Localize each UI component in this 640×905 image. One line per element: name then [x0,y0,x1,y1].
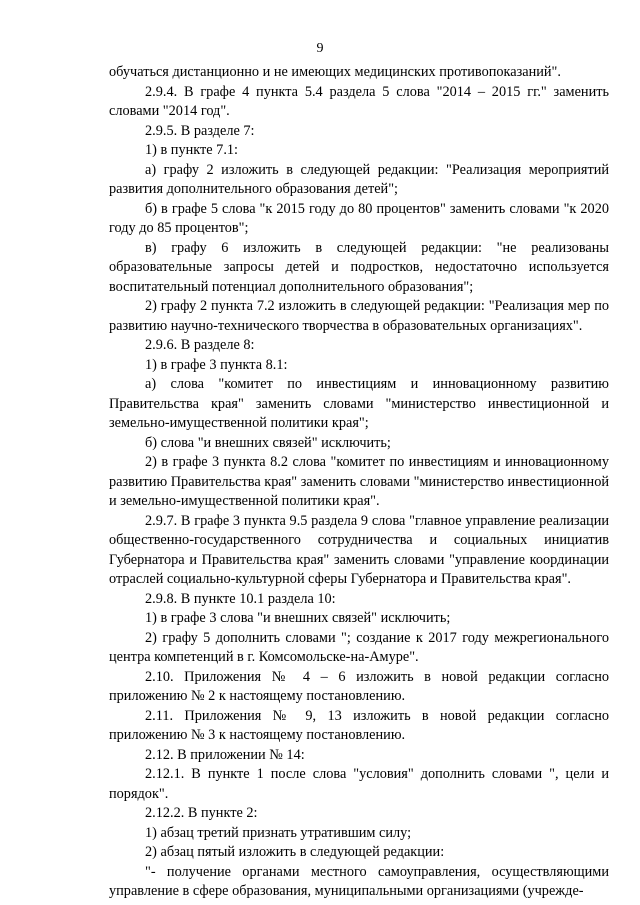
paragraph: 2.9.5. В разделе 7: [145,122,255,139]
paragraph: 1) в пункте 7.1: [145,142,239,158]
paragraph: 2.12.2. В пункте 2: [145,805,258,821]
paragraph: а) слова "комитет по инвестициям и инновационному развитию Правительства края" заменить словами "министерство инвестиционной и земельно-имущественной политики края"; [109,376,609,431]
paragraph: б) в графе 5 слова "к 2015 году до 80 процентов" заменить словами "к 2020 году до 85 процентов"; [109,200,609,236]
paragraph: 2.9.7. В графе 3 пункта 9.5 раздела 9 слова "главное управление реализации общественно-государственного сотрудничества и социальных инициатив Губернатора и Правительства края" заменить словами "управление координации отраслей социально-культурной сферы Губернатора и Правительства края". [109,512,609,587]
paragraph: 2.9.6. В разделе 8: [145,337,255,353]
paragraph: 2.10. Приложения № 4 – 6 изложить в новой редакции согласно приложению № 2 к настоящему постановлению. [109,668,609,704]
paragraph: 1) в графе 3 пункта 8.1: [145,356,288,373]
paragraph: 2.9.4. В графе 4 пункта 5.4 раздела 5 слова "2014 – 2015 гг." заменить словами "2014 год". [109,83,609,119]
paragraph: "- получение органами местного самоуправления, осуществляющими управление в сфере образования, муниципальными организациями (учрежде- [109,863,609,899]
paragraph: 2) графу 2 пункта 7.2 изложить в следующей редакции: "Реализация мер по развитию научно-технического творчества в образовательных организациях". [109,298,609,334]
paragraph: а) графу 2 изложить в следующей редакции: "Реализация мероприятий развития дополнительного образования детей"; [109,161,609,197]
paragraph: б) слова "и внешних связей" исключить; [145,434,391,451]
paragraph: 2) в графе 3 пункта 8.2 слова "комитет по инвестициям и инновационному развитию Правительства края" заменить словами "министерство инвестиционной и земельно-имущественной политики края". [109,454,609,509]
document-body [109,63,609,902]
page-number: 9 [316,41,324,56]
paragraph: 2.12. В приложении № 14: [145,746,305,763]
paragraph: обучаться дистанционно и не имеющих медицинских противопоказаний". [109,64,561,80]
paragraph: 1) абзац третий признать утратившим силу; [145,824,412,841]
paragraph: 2.11. Приложения № 9, 13 изложить в новой редакции согласно приложению № 3 к настоящему постановлению. [109,707,609,743]
paragraph: 2) абзац пятый изложить в следующей редакции: [145,844,445,860]
paragraph: 2.12.1. В пункте 1 после слова "условия" дополнить словами ", цели и порядок". [109,766,609,802]
paragraph: 1) в графе 3 слова "и внешних связей" исключить; [145,610,451,626]
paragraph: 2.9.8. В пункте 10.1 раздела 10: [145,590,336,607]
paragraph: в) графу 6 изложить в следующей редакции: "не реализованы образовательные запросы детей и подростков, недостаточно используется воспитательный потенциал дополнительного образования"; [109,239,609,295]
paragraph: 2) графу 5 дополнить словами "; создание к 2017 году межрегионального центра компетенций в г. Комсомольске-на-Амуре". [109,629,609,665]
